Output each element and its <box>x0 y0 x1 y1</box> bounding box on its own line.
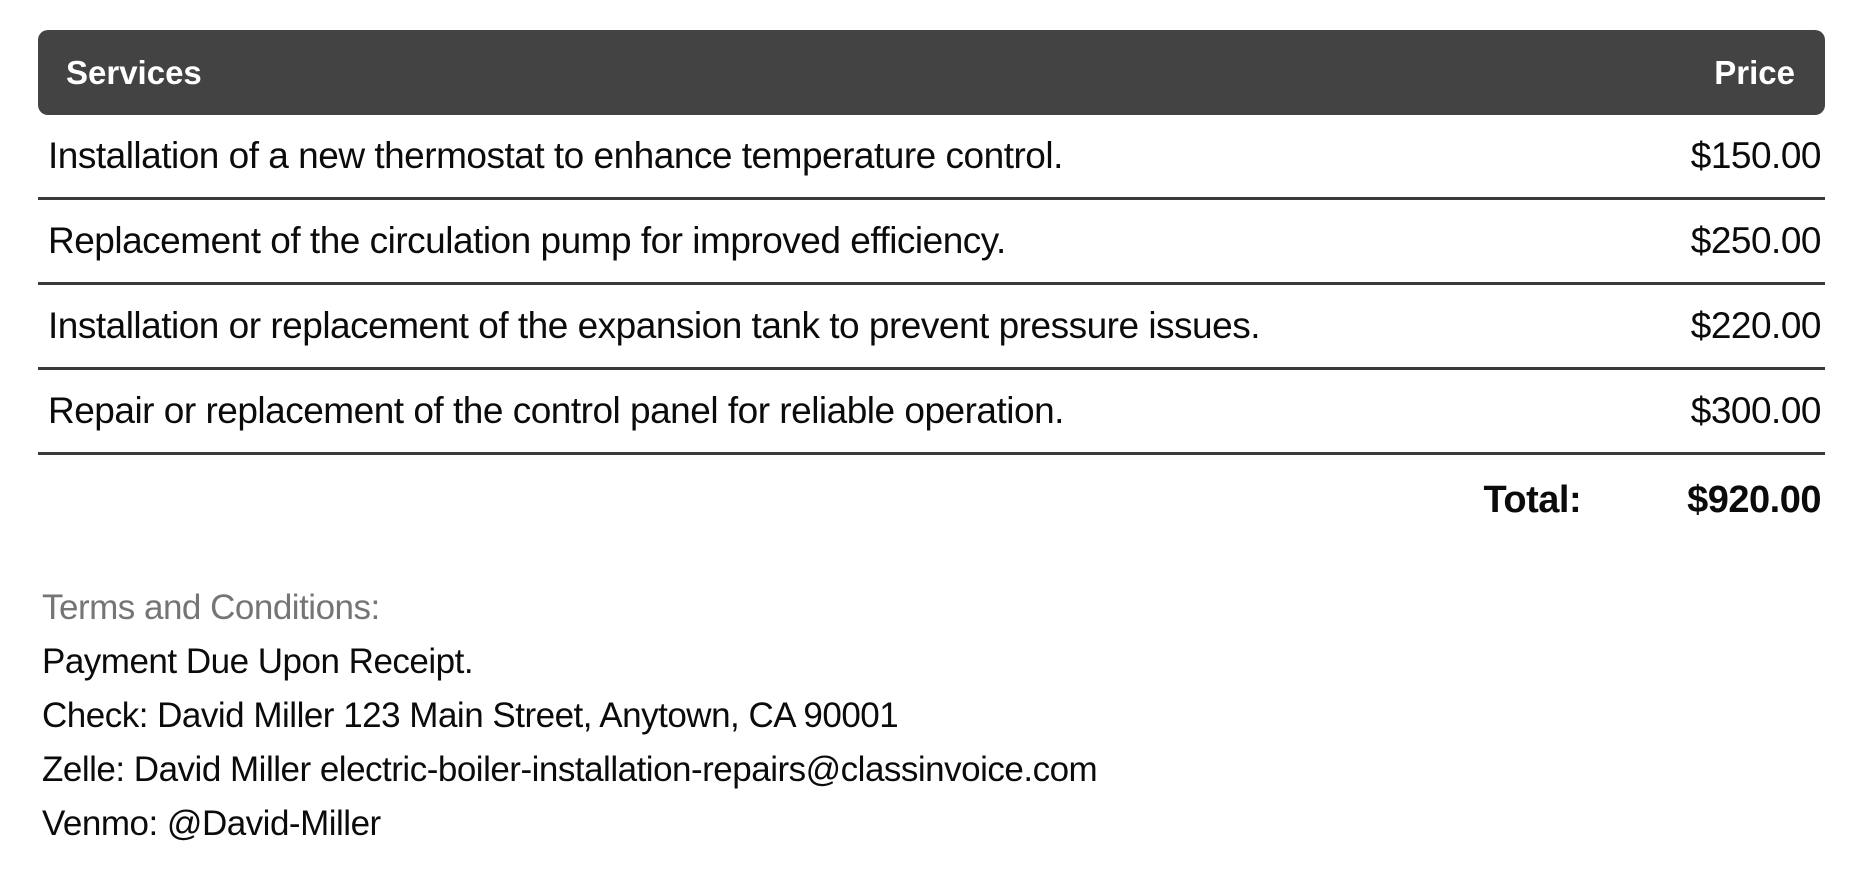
table-header-row <box>38 30 1825 115</box>
service-price: $150.00 <box>1690 135 1821 176</box>
terms-line-venmo: Venmo: @David-Miller <box>42 804 381 843</box>
service-description: Installation of a new thermostat to enhance temperature control. <box>48 135 1063 176</box>
services-table <box>38 30 1825 545</box>
services-column-header: Services <box>66 53 202 91</box>
terms-line-payment: Payment Due Upon Receipt. <box>42 642 474 681</box>
service-price: $300.00 <box>1690 390 1821 431</box>
price-column-header: Price <box>1714 53 1795 91</box>
table-row <box>38 115 1825 200</box>
service-price: $220.00 <box>1690 305 1821 346</box>
service-description: Replacement of the circulation pump for improved efficiency. <box>48 220 1006 261</box>
total-label: Total: <box>1483 478 1582 521</box>
service-description: Installation or replacement of the expansion tank to prevent pressure issues. <box>48 305 1260 346</box>
total-amount: $920.00 <box>1687 478 1821 521</box>
terms-line-zelle: Zelle: David Miller electric-boiler-installation-repairs@classinvoice.com <box>42 750 1098 789</box>
service-description: Repair or replacement of the control panel for reliable operation. <box>48 390 1064 431</box>
total-row <box>38 455 1825 545</box>
service-price: $250.00 <box>1690 220 1821 261</box>
table-row <box>38 285 1825 370</box>
table-row <box>38 200 1825 285</box>
table-row <box>38 370 1825 455</box>
terms-section <box>38 581 1825 851</box>
terms-line-check: Check: David Miller 123 Main Street, Anytown, CA 90001 <box>42 696 899 735</box>
terms-heading: Terms and Conditions: <box>42 588 380 627</box>
